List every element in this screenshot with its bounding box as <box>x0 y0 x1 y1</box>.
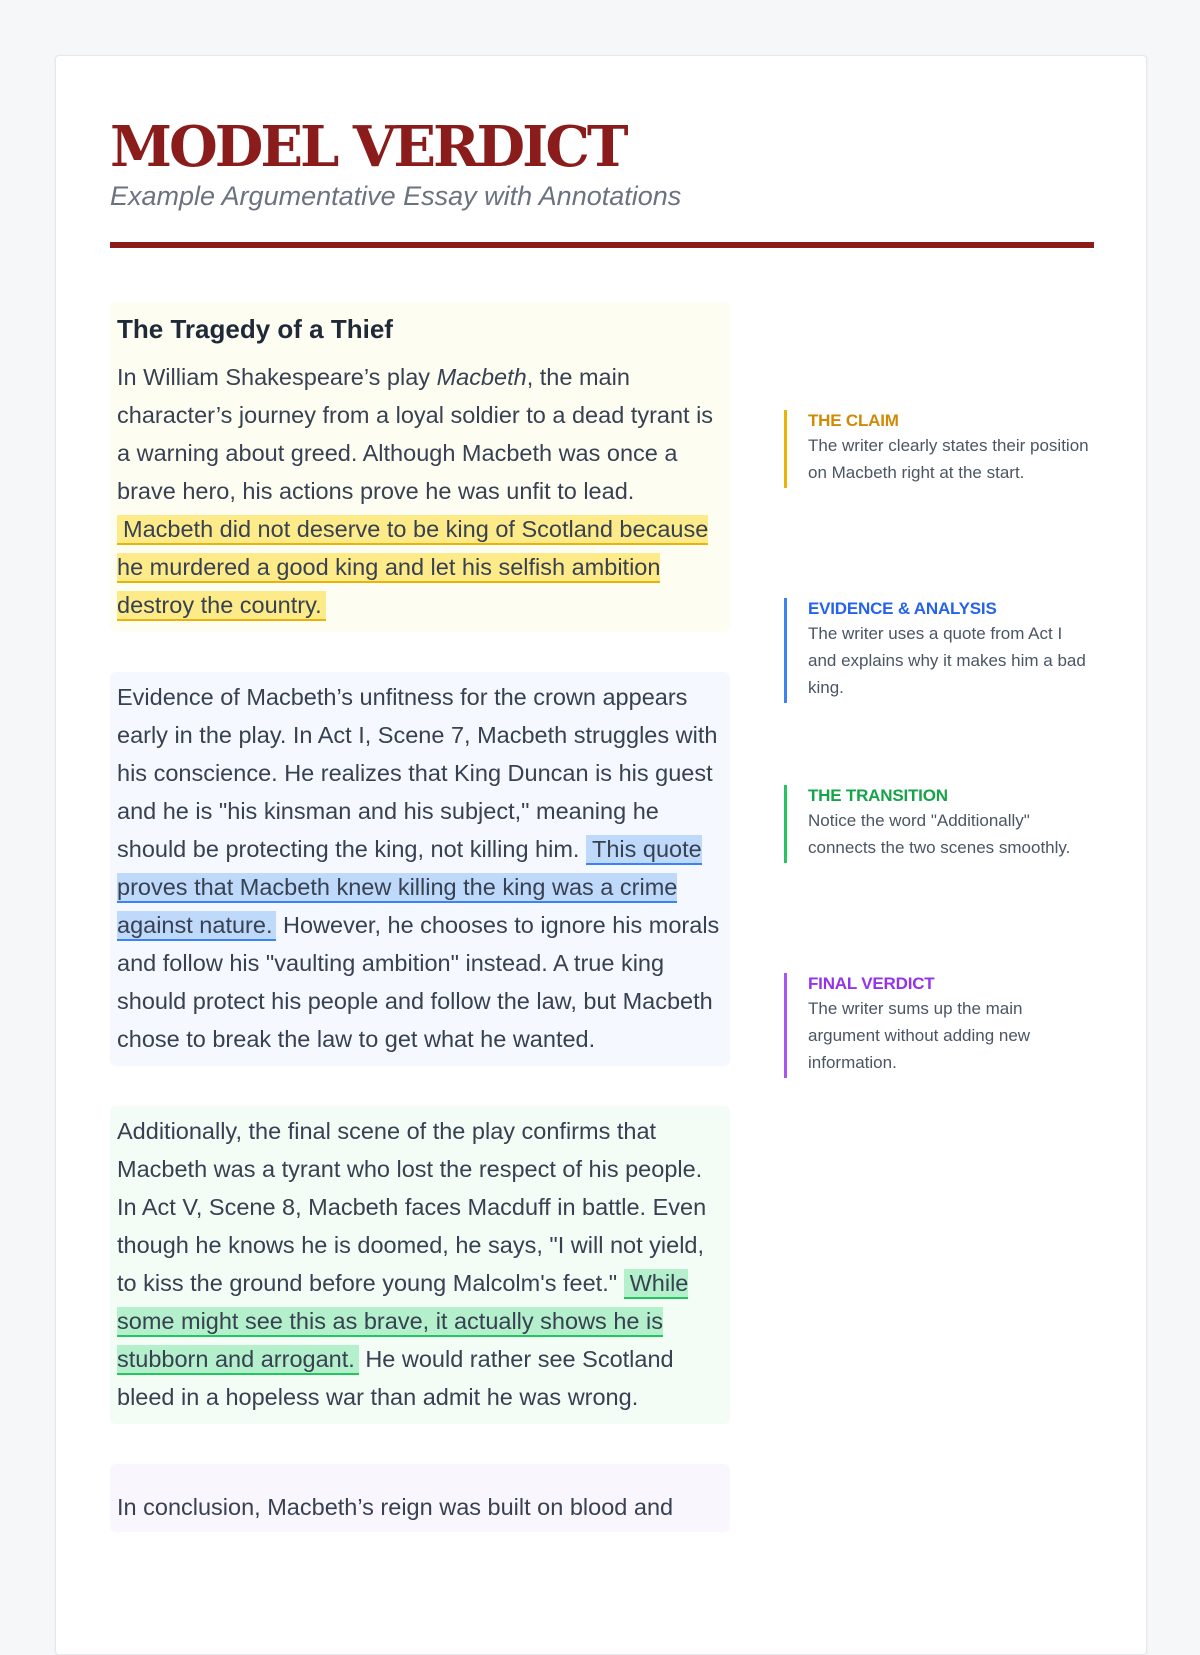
claim-highlight: Macbeth did not deserve to be king of Scotland because he murdered a good king and let his selfish ambition destroy the country. <box>117 515 708 621</box>
annotation-transition <box>784 785 1094 863</box>
page-title: MODEL VERDICT <box>110 114 626 180</box>
essay-page <box>55 55 1147 1655</box>
header-divider <box>110 242 1094 248</box>
annotation-text: Notice the word "Additionally" connects the two scenes smoothly. <box>808 811 1071 857</box>
transition-text: Additionally, the final scene of the play confirms that Macbeth was a tyrant who lost the respect of his people. In Act V, Scene 8, Macbeth faces Macduff in battle. Even though he knows he is doomed, he says, "I will not yield, to kiss the ground before young Malcolm's feet." <box>117 1118 707 1296</box>
claim-intro-text: In William Shakespeare’s play <box>117 364 437 390</box>
annotation-label: EVIDENCE & ANALYSIS <box>808 599 997 618</box>
essay-title: The Tragedy of a Thief <box>117 314 393 344</box>
essay-paragraph-claim <box>110 302 730 632</box>
page-subtitle: Example Argumentative Essay with Annotations <box>110 181 682 211</box>
transition-followup-text: He would rather see Scotland bleed in a hopeless war than admit he was wrong. <box>117 1346 674 1410</box>
evidence-highlight: This quote proves that Macbeth knew killing the king was a crime against nature. <box>117 835 702 941</box>
page-header <box>110 114 1094 212</box>
annotation-claim <box>784 410 1094 488</box>
annotation-label: THE TRANSITION <box>808 786 948 805</box>
claim-context-text: , the main character’s journey from a loyal soldier to a dead tyrant is a warning about greed. Although Macbeth was once a brave hero, his actions prove he was unfit to lead. <box>117 364 714 504</box>
essay-paragraph-verdict <box>110 1464 730 1532</box>
annotation-text: The writer sums up the main argument without adding new information. <box>808 999 1031 1072</box>
essay-body <box>110 302 730 1572</box>
essay-paragraph-evidence <box>110 672 730 1066</box>
transition-highlight: While some might see this as brave, it actually shows he is stubborn and arrogant. <box>117 1269 688 1375</box>
annotation-evidence <box>784 598 1094 703</box>
verdict-text: In conclusion, Macbeth’s reign was built on blood and <box>117 1494 674 1520</box>
play-title-italic: Macbeth <box>436 364 527 390</box>
annotation-label: FINAL VERDICT <box>808 974 935 993</box>
annotation-text: The writer uses a quote from Act I and explains why it makes him a bad king. <box>808 624 1086 697</box>
annotation-label: THE CLAIM <box>808 411 899 430</box>
evidence-analysis-text: However, he chooses to ignore his morals and follow his "vaulting ambition" instead. A true king should protect his people and follow the law, but Macbeth chose to break the law to get what he wanted. <box>117 912 720 1052</box>
annotation-text: The writer clearly states their position on Macbeth right at the start. <box>808 436 1089 482</box>
evidence-text: Evidence of Macbeth’s unfitness for the crown appears early in the play. In Act I, Scene 7, Macbeth struggles with his conscience. He realizes that King Duncan is his guest and he is "his kinsman and his subject," meaning he should be protecting the king, not killing him. <box>117 684 718 862</box>
annotation-verdict <box>784 973 1094 1078</box>
essay-paragraph-transition <box>110 1106 730 1424</box>
